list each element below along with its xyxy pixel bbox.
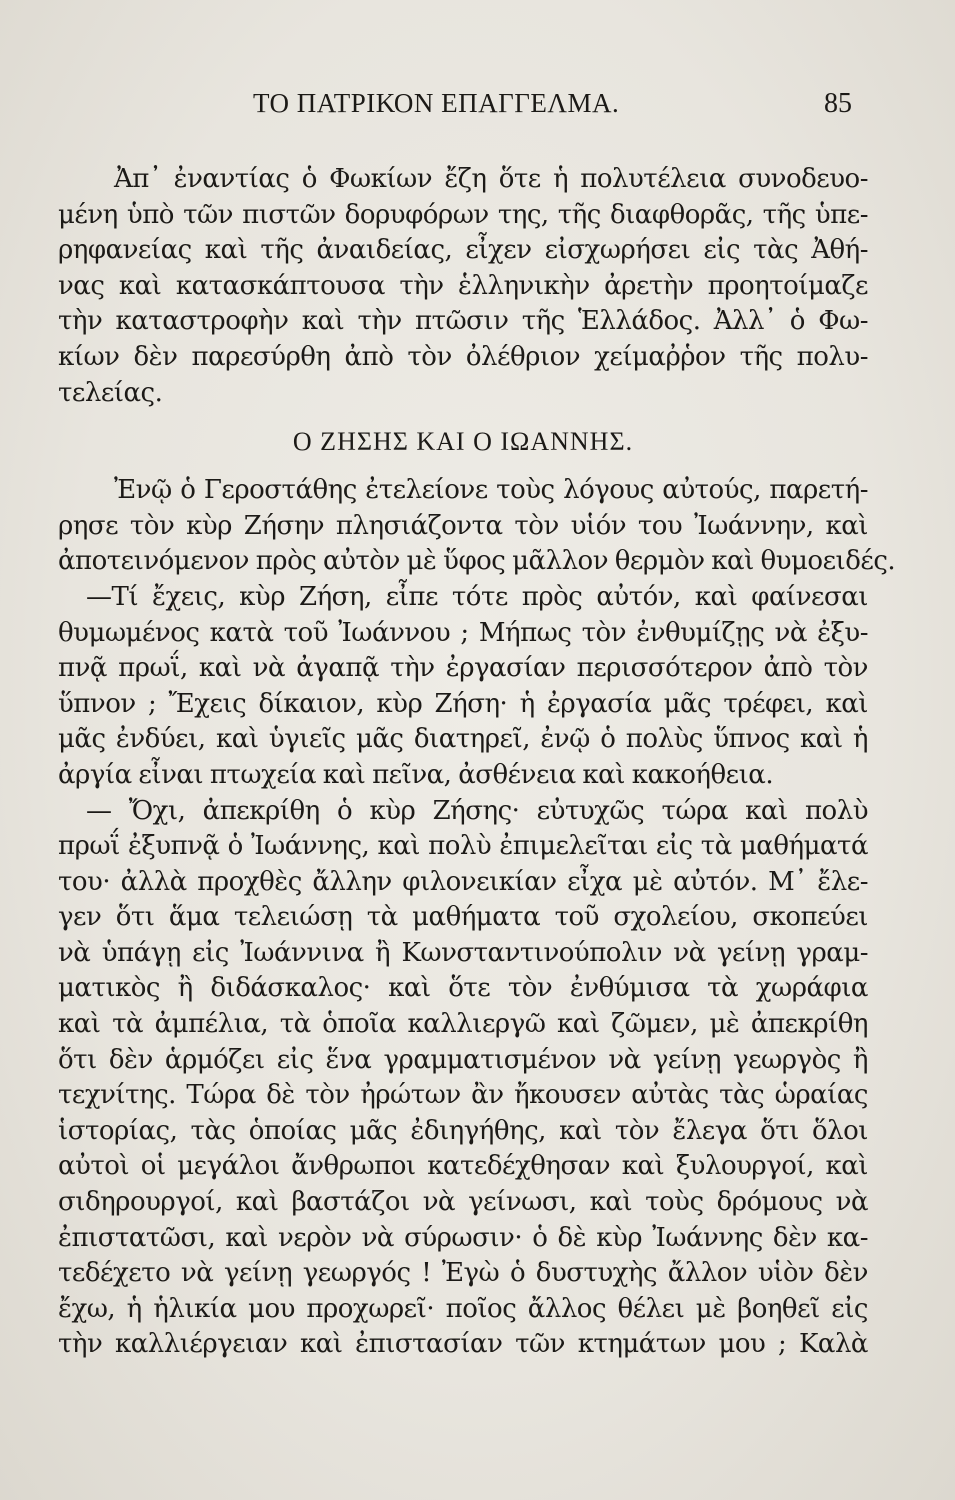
text-line: ὕπνον ; Ἔχεις δίκαιον, κὺρ Ζήση· ἡ ἐργασία μᾶς τρέφει, καὶ [58, 688, 868, 719]
text-line: πνᾷ πρωΐ, καὶ νὰ ἀγαπᾷ τὴν ἐργασίαν περισσότερον ἀπὸ τὸν [58, 653, 868, 684]
text-line: ἱστορίας, τὰς ὁποίας μᾶς ἐδιηγήθης, καὶ τὸν ἔλεγα ὅτι ὅλοι [58, 1115, 868, 1146]
text-line: —Τί ἔχεις, κὺρ Ζήση, εἶπε τότε πρὸς αὐτόν, καὶ φαίνεσαι [86, 581, 868, 612]
page-number: 85 [824, 88, 852, 119]
text-line: ἀποτεινόμενον πρὸς αὐτὸν μὲ ὕφος μᾶλλον θερμὸν καὶ θυμοειδές. [58, 546, 896, 577]
text-line: τεδέχετο νὰ γείνῃ γεωργός ! Ἐγὼ ὁ δυστυχὴς ἄλλον υἱὸν δὲν [58, 1258, 868, 1289]
text-line: Ἐνῷ ὁ Γεροστάθης ἐτελείονε τοὺς λόγους αὐτούς, παρετή- [114, 475, 868, 506]
paragraph-gerostathis [58, 473, 896, 580]
paragraph-phokion [58, 162, 868, 411]
text-line: τεχνίτης. Τώρα δὲ τὸν ἠρώτων ἂν ἤκουσεν αὐτὰς τὰς ὡραίας [58, 1080, 868, 1111]
text-line: Ἀπ᾽ ἐναντίας ὁ Φωκίων ἔζη ὅτε ἡ πολυτέλεια συνοδευο- [114, 164, 868, 194]
text-line: ὅτι δὲν ἁρμόζει εἰς ἕνα γραμματισμένον νὰ γείνῃ γεωργὸς ἢ [58, 1044, 868, 1075]
text-line: γεν ὅτι ἅμα τελειώσῃ τὰ μαθήματα τοῦ σχολείου, σκοπεύει [58, 902, 868, 933]
text-line: τελείας. [58, 377, 163, 408]
page-text [58, 162, 896, 1363]
text-line: κίων δὲν παρεσύρθη ἀπὸ τὸν ὀλέθριον χείμαῤῥον τῆς πολυ- [58, 341, 868, 372]
text-line: πρωΐ ἐξυπνᾷ ὁ Ἰωάννης, καὶ πολὺ ἐπιμελεῖται εἰς τὰ μαθήματά [58, 831, 868, 862]
text-line: τὴν καλλιέργειαν καὶ ἐπιστασίαν τῶν κτημάτων μου ; Καλὰ [58, 1329, 868, 1360]
text-line: νας καὶ κατασκάπτουσα τὴν ἑλληνικὴν ἀρετὴν προητοίμαζε [58, 270, 868, 301]
text-line: αὐτοὶ οἱ μεγάλοι ἄνθρωποι κατεδέχθησαν καὶ ξυλουργοί, καὶ [58, 1151, 868, 1182]
section-heading: Ο ΖΗΣΗΣ ΚΑΙ Ο ΙΩΑΝΝΗΣ. [292, 427, 634, 457]
text-line: του· ἀλλὰ προχθὲς ἄλλην φιλονεικίαν εἶχα μὲ αὐτόν. Μ᾽ ἔλε- [58, 866, 868, 897]
text-line: θυμωμένος κατὰ τοῦ Ἰωάννου ; Μήπως τὸν ἐνθυμίζῃς νὰ ἐξυ- [58, 617, 868, 648]
paragraph-dialogue-2 [58, 794, 868, 1364]
text-line: — Ὄχι, ἀπεκρίθη ὁ κὺρ Ζήσης· εὐτυχῶς τώρα καὶ πολὺ [86, 795, 868, 826]
text-line: σιδηρουργοί, καὶ βαστάζοι νὰ γείνωσι, καὶ τοὺς δρόμους νὰ [58, 1187, 868, 1218]
text-line: ματικὸς ἢ διδάσκαλος· καὶ ὅτε τὸν ἐνθύμισα τὰ χωράφια [58, 973, 868, 1004]
text-line: νὰ ὑπάγῃ εἰς Ἰωάννινα ἢ Κωνσταντινούπολιν νὰ γείνῃ γραμ- [58, 937, 868, 968]
text-line: καὶ τὰ ἀμπέλια, τὰ ὁποῖα καλλιεργῶ καὶ ζῶμεν, μὲ ἀπεκρίθη [58, 1009, 868, 1040]
paragraph-dialogue-1 [58, 580, 868, 794]
running-head [0, 88, 955, 128]
text-line: μένη ὑπὸ τῶν πιστῶν δορυφόρων της, τῆς διαφθορᾶς, τῆς ὑπε- [58, 199, 868, 230]
running-title: ΤΟ ΠΑΤΡΙΚΟΝ ΕΠΑΓΓΕΛΜΑ. [253, 88, 620, 118]
text-line: μᾶς ἐνδύει, καὶ ὑγιεῖς μᾶς διατηρεῖ, ἐνῷ ὁ πολὺς ὕπνος καὶ ἡ [58, 724, 868, 755]
text-line: ἔχω, ἡ ἡλικία μου προχωρεῖ· ποῖος ἄλλος θέλει μὲ βοηθεῖ εἰς [58, 1293, 868, 1324]
text-line: τὴν καταστροφὴν καὶ τὴν πτῶσιν τῆς Ἑλλάδος. Ἀλλ᾽ ὁ Φω- [58, 306, 868, 337]
text-line: ρησε τὸν κὺρ Ζήσην πλησιάζοντα τὸν υἱόν του Ἰωάννην, καὶ [58, 510, 868, 541]
text-line: ἀργία εἶναι πτωχεία καὶ πεῖνα, ἀσθένεια καὶ κακοήθεια. [58, 759, 774, 790]
text-line: ρηφανείας καὶ τῆς ἀναιδείας, εἶχεν εἰσχωρήσει εἰς τὰς Ἀθή- [58, 235, 868, 266]
text-line: ἐπιστατῶσι, καὶ νερὸν νὰ σύρωσιν· ὁ δὲ κὺρ Ἰωάννης δὲν κα- [58, 1222, 868, 1253]
